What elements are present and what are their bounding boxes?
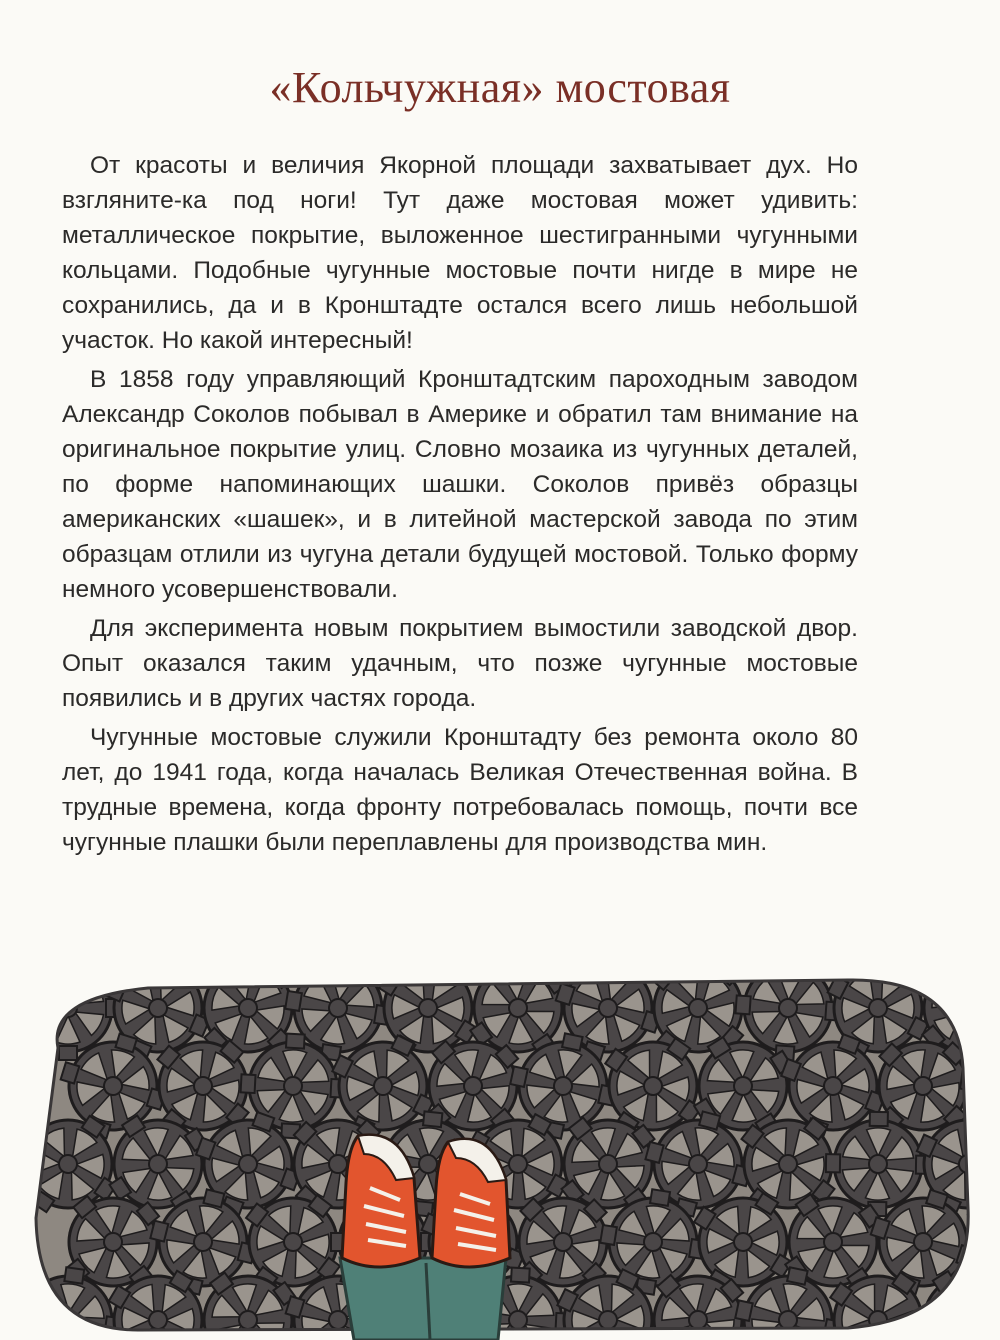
paragraph: В 1858 году управляющий Кронштадтским пароходным заводом Александр Соколов побывал в Америке и обратил там внимание на оригинальное покрытие улиц. Словно мозаика из чугунных деталей, по форме напоминающих шашки. Соколов привёз образцы американских «шашек», и в литейной мастерской завода по этим образцам отлили из чугуна детали будущей мостовой. Только форму немного усовершенствовали.: [62, 366, 858, 603]
article-body: [62, 148, 858, 860]
paragraph: Для эксперимента новым покрытием вымостили заводской двор. Опыт оказался таким удачным, что позже чугунные мостовые появились и в других частях города.: [62, 615, 858, 712]
paragraph: Чугунные мостовые служили Кронштадту без ремонта около 80 лет, до 1941 года, когда началась Великая Отечественная война. В трудные времена, когда фронту потребовалась помощь, почти все чугунные плашки были переплавлены для производства мин.: [62, 724, 858, 856]
paragraph: От красоты и величия Якорной площади захватывает дух. Но взгляните-ка под ноги! Тут даже мостовая может удивить: металлическое покрытие, выложенное шестигранными чугунными кольцами. Подобные чугунные мостовые почти нигде в мире не сохранились, да и в Кронштадте остался всего лишь небольшой участок. Но какой интересный!: [62, 152, 858, 354]
cast-iron-pavement-illustration: [28, 958, 972, 1340]
page-title: «Кольчужная» мостовая: [269, 63, 731, 112]
